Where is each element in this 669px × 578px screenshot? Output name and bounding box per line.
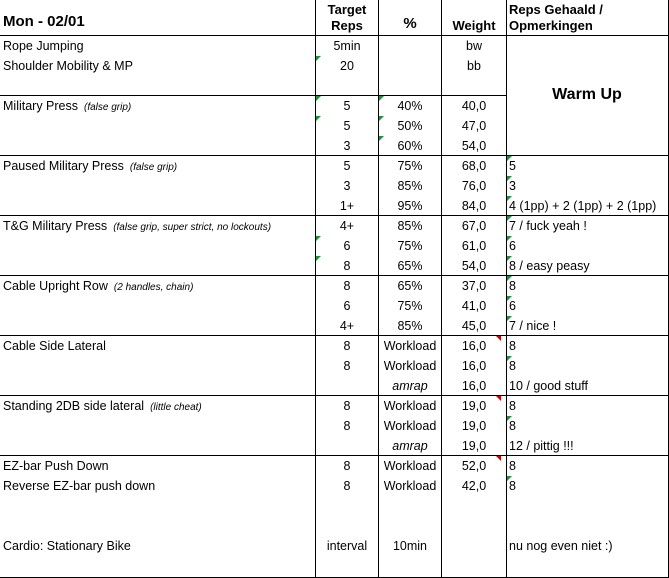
percent-header: % <box>403 15 417 32</box>
remark-cell[interactable]: 8 <box>509 279 516 293</box>
table-row <box>0 136 669 156</box>
comment-marker <box>507 176 512 181</box>
row-divider <box>0 215 669 216</box>
column-divider <box>506 0 507 578</box>
remark-cell[interactable]: 8 / easy peasy <box>509 259 590 273</box>
table-row <box>0 256 669 276</box>
reps-cell[interactable]: 5 <box>343 159 351 173</box>
percent-cell[interactable]: 65% <box>397 259 423 273</box>
remark-cell[interactable]: 6 <box>509 299 516 313</box>
percent-cell[interactable] <box>379 496 441 516</box>
percent-cell[interactable]: 75% <box>397 299 423 313</box>
column-divider <box>441 0 442 578</box>
row-divider <box>0 335 669 336</box>
exercise-cell[interactable] <box>3 516 315 536</box>
exercise-cell-wrap[interactable] <box>3 276 315 296</box>
warm-up-label: Warm Up <box>552 86 622 103</box>
reps-cell[interactable]: 8 <box>343 479 351 493</box>
percent-cell[interactable]: Workload <box>383 359 437 373</box>
reps-cell[interactable] <box>316 436 378 456</box>
percent-cell[interactable] <box>379 36 441 56</box>
remark-cell[interactable]: 10 / good stuff <box>509 379 588 393</box>
exercise-cell[interactable] <box>3 416 315 436</box>
remark-cell[interactable]: 7 / nice ! <box>509 319 557 333</box>
reps-cell[interactable]: 1+ <box>339 199 355 213</box>
note-marker <box>496 456 501 461</box>
table-row <box>0 516 669 536</box>
reps-cell[interactable]: 4+ <box>339 319 355 333</box>
percent-cell[interactable]: 50% <box>397 119 423 133</box>
comment-marker <box>507 296 512 301</box>
table-row <box>0 156 669 176</box>
comment-marker <box>316 96 321 101</box>
exercise-name: T&G Military Press <box>3 219 108 233</box>
reps-cell[interactable]: 8 <box>343 459 351 473</box>
comment-marker <box>507 156 512 161</box>
comment-marker <box>507 196 512 201</box>
reps-cell[interactable]: 4+ <box>339 219 355 233</box>
percent-cell[interactable]: 85% <box>397 179 423 193</box>
weight-cell[interactable]: 16,0 <box>461 339 487 353</box>
percent-cell[interactable]: amrap <box>392 379 428 393</box>
reps-cell[interactable]: 8 <box>343 399 351 413</box>
table-row <box>0 216 669 236</box>
percent-cell[interactable]: 75% <box>397 159 423 173</box>
remark-cell[interactable]: 8 <box>509 399 516 413</box>
weight-cell[interactable]: 52,0 <box>461 459 487 473</box>
sheet-title: Mon - 02/01 <box>3 13 85 30</box>
comment-marker <box>379 96 384 101</box>
remark-cell[interactable]: 8 <box>509 419 516 433</box>
remark-cell[interactable]: 12 / pittig !!! <box>509 439 574 453</box>
remark-cell[interactable]: nu nog even niet :) <box>509 539 613 553</box>
table-row <box>0 36 669 56</box>
reps-cell[interactable]: interval <box>326 539 368 553</box>
table-row <box>0 356 669 376</box>
weight-cell[interactable]: 54,0 <box>461 139 487 153</box>
exercise-cell[interactable] <box>3 316 315 336</box>
table-row <box>0 376 669 396</box>
percent-cell[interactable]: 40% <box>397 99 423 113</box>
percent-cell[interactable]: Workload <box>383 399 437 413</box>
row-divider <box>0 155 669 156</box>
weight-cell[interactable]: 54,0 <box>461 259 487 273</box>
remark-cell[interactable] <box>509 56 669 76</box>
weight-cell[interactable]: 19,0 <box>461 399 487 413</box>
remark-cell[interactable] <box>509 36 669 56</box>
weight-cell[interactable]: 41,0 <box>461 299 487 313</box>
exercise-cell-wrap[interactable] <box>3 96 315 116</box>
comment-marker <box>316 256 321 261</box>
exercise-cell[interactable] <box>3 116 315 136</box>
comment-marker <box>379 136 384 141</box>
column-divider <box>378 0 379 578</box>
exercise-cell[interactable]: Cardio: Stationary Bike <box>3 539 131 553</box>
table-row <box>0 56 669 76</box>
percent-cell[interactable]: 95% <box>397 199 423 213</box>
remark-cell[interactable]: 7 / fuck yeah ! <box>509 219 587 233</box>
percent-cell[interactable] <box>379 516 441 536</box>
table-row <box>0 336 669 356</box>
table-row <box>0 176 669 196</box>
table-row <box>0 276 669 296</box>
exercise-name: Military Press <box>3 99 79 113</box>
reps-cell[interactable] <box>316 376 378 396</box>
remark-cell[interactable] <box>509 116 669 136</box>
comment-marker <box>379 116 384 121</box>
weight-cell[interactable]: 45,0 <box>461 319 487 333</box>
percent-cell[interactable]: 60% <box>397 139 423 153</box>
exercise-cell[interactable]: Rope Jumping <box>3 39 84 53</box>
reps-cell[interactable] <box>316 496 378 516</box>
note-marker <box>496 336 501 341</box>
exercise-cell[interactable] <box>3 236 315 256</box>
weight-cell[interactable]: 76,0 <box>461 179 487 193</box>
weight-cell[interactable]: 40,0 <box>461 99 487 113</box>
table-row <box>0 196 669 216</box>
exercise-cell[interactable] <box>3 256 315 276</box>
exercise-cell[interactable] <box>3 296 315 316</box>
percent-cell[interactable] <box>379 56 441 76</box>
remark-cell[interactable] <box>509 516 669 536</box>
row-divider <box>0 35 669 36</box>
table-row <box>0 296 669 316</box>
percent-cell[interactable]: 85% <box>397 319 423 333</box>
exercise-note: (2 handles, chain) <box>113 282 194 293</box>
exercise-cell[interactable]: Reverse EZ-bar push down <box>3 479 156 493</box>
exercise-cell[interactable] <box>3 496 315 516</box>
weight-cell[interactable]: bw <box>466 39 482 53</box>
weight-cell[interactable] <box>442 76 506 96</box>
exercise-note: (false grip) <box>84 102 132 113</box>
comment-marker <box>507 236 512 241</box>
reps-cell[interactable]: 3 <box>343 179 351 193</box>
exercise-cell[interactable] <box>3 376 315 396</box>
exercise-cell[interactable] <box>3 196 315 216</box>
reps-cell[interactable] <box>316 516 378 536</box>
weight-cell[interactable]: 42,0 <box>461 479 487 493</box>
remark-cell[interactable]: 6 <box>509 239 516 253</box>
comment-marker <box>316 56 321 61</box>
reps-cell[interactable]: 8 <box>343 419 351 433</box>
exercise-cell[interactable]: Cable Side Lateral <box>3 339 106 353</box>
weight-cell[interactable] <box>442 516 506 536</box>
remark-cell[interactable]: 8 <box>509 479 516 493</box>
table-row <box>0 316 669 336</box>
percent-cell[interactable]: 10min <box>392 539 428 553</box>
remarks-header: Reps Gehaald / Opmerkingen <box>509 2 603 33</box>
weight-cell[interactable]: bb <box>467 59 481 73</box>
reps-cell[interactable]: 8 <box>343 339 351 353</box>
comment-marker <box>507 216 512 221</box>
row-divider <box>0 95 507 96</box>
weight-cell[interactable]: 67,0 <box>461 219 487 233</box>
percent-cell[interactable]: Workload <box>383 479 437 493</box>
exercise-cell-wrap[interactable] <box>3 216 315 236</box>
weight-cell[interactable]: 61,0 <box>461 239 487 253</box>
exercise-cell[interactable] <box>3 356 315 376</box>
percent-cell[interactable]: 75% <box>397 239 423 253</box>
remark-cell[interactable]: 5 <box>509 159 516 173</box>
remark-cell[interactable]: 8 <box>509 339 516 353</box>
percent-cell[interactable]: Workload <box>383 339 437 353</box>
reps-cell[interactable]: 3 <box>343 139 351 153</box>
exercise-name: Standing 2DB side lateral <box>3 399 145 413</box>
table-row <box>0 496 669 516</box>
weight-cell[interactable]: 47,0 <box>461 119 487 133</box>
reps-cell[interactable]: 5min <box>333 39 361 53</box>
weight-cell[interactable]: 84,0 <box>461 199 487 213</box>
exercise-cell[interactable] <box>3 76 315 96</box>
weight-cell[interactable]: 68,0 <box>461 159 487 173</box>
reps-cell[interactable]: 8 <box>343 359 351 373</box>
exercise-cell[interactable]: Shoulder Mobility & MP <box>3 59 133 73</box>
reps-cell[interactable] <box>316 76 378 96</box>
percent-cell[interactable]: 65% <box>397 279 423 293</box>
weight-header: Weight <box>452 18 496 33</box>
row-divider <box>0 395 669 396</box>
weight-cell[interactable]: 19,0 <box>461 439 487 453</box>
comment-marker <box>507 316 512 321</box>
comment-marker <box>316 116 321 121</box>
table-row <box>0 456 669 476</box>
exercise-cell[interactable] <box>3 136 315 156</box>
reps-cell[interactable]: 6 <box>343 299 351 313</box>
exercise-name: Cable Upright Row <box>3 279 108 293</box>
reps-cell[interactable]: 5 <box>343 99 351 113</box>
reps-cell[interactable]: 20 <box>340 59 354 73</box>
table-row <box>0 476 669 496</box>
remark-cell[interactable] <box>509 496 669 516</box>
remark-cell[interactable] <box>509 136 669 156</box>
percent-cell[interactable]: Workload <box>383 419 437 433</box>
exercise-name: Paused Military Press <box>3 159 124 173</box>
reps-cell[interactable]: 8 <box>343 279 351 293</box>
reps-cell[interactable]: 6 <box>343 239 351 253</box>
table-row <box>0 396 669 416</box>
exercise-cell[interactable] <box>3 176 315 196</box>
remark-cell[interactable]: 4 (1pp) + 2 (1pp) + 2 (1pp) <box>509 199 657 213</box>
table-row <box>0 536 669 556</box>
column-divider <box>315 0 316 578</box>
comment-marker <box>316 236 321 241</box>
remark-cell[interactable]: 8 <box>509 459 516 473</box>
comment-marker <box>507 256 512 261</box>
comment-marker <box>507 416 512 421</box>
note-marker <box>496 396 501 401</box>
weight-cell[interactable]: 16,0 <box>461 359 487 373</box>
row-divider <box>0 275 669 276</box>
exercise-cell-wrap[interactable] <box>3 156 315 176</box>
remark-cell[interactable]: 8 <box>509 359 516 373</box>
table-row <box>0 236 669 256</box>
comment-marker <box>507 476 512 481</box>
table-row <box>0 116 669 136</box>
exercise-note: (false grip, super strict, no lockouts) <box>113 222 272 233</box>
target-reps-header: Target Reps <box>327 2 367 33</box>
weight-cell[interactable] <box>442 496 506 516</box>
reps-cell[interactable]: 5 <box>343 119 351 133</box>
row-divider <box>0 455 669 456</box>
reps-cell[interactable]: 8 <box>343 259 351 273</box>
weight-cell[interactable]: 37,0 <box>461 279 487 293</box>
comment-marker <box>507 276 512 281</box>
exercise-note: (false grip) <box>129 162 178 173</box>
table-row <box>0 436 669 456</box>
weight-cell[interactable]: 19,0 <box>461 419 487 433</box>
percent-cell[interactable]: 85% <box>397 219 423 233</box>
percent-cell[interactable] <box>379 76 441 96</box>
table-row <box>0 416 669 436</box>
comment-marker <box>507 356 512 361</box>
exercise-note: (little cheat) <box>150 402 202 413</box>
weight-cell[interactable] <box>442 536 506 556</box>
percent-cell[interactable]: Workload <box>383 459 437 473</box>
weight-cell[interactable]: 16,0 <box>461 379 487 393</box>
remark-cell[interactable]: 3 <box>509 179 516 193</box>
percent-cell[interactable]: amrap <box>392 439 428 453</box>
exercise-cell[interactable] <box>3 436 315 456</box>
exercise-cell[interactable]: EZ-bar Push Down <box>3 459 109 473</box>
exercise-cell-wrap[interactable] <box>3 396 315 416</box>
